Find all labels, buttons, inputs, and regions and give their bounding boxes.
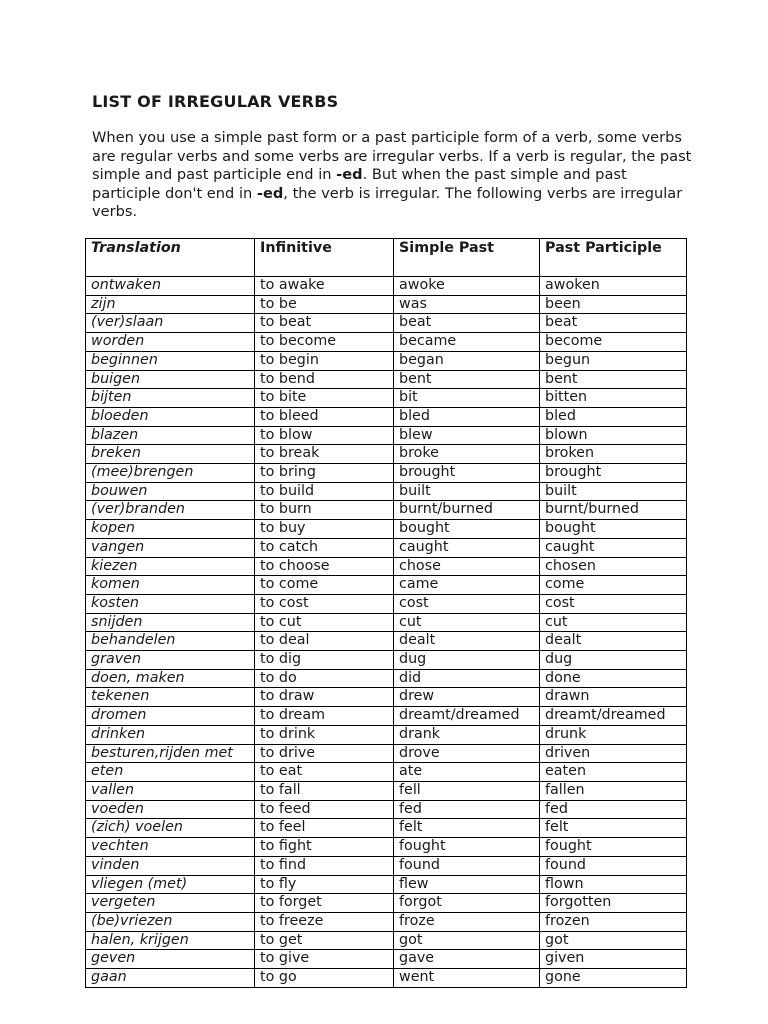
cell-infinitive: to blow — [255, 426, 394, 445]
table-row — [86, 314, 687, 333]
cell-simple-past: went — [394, 969, 540, 988]
cell-translation: worden — [86, 333, 255, 352]
table-row — [86, 875, 687, 894]
cell-infinitive: to bend — [255, 370, 394, 389]
cell-past-participle: begun — [540, 351, 687, 370]
cell-translation: bijten — [86, 389, 255, 408]
cell-simple-past: came — [394, 576, 540, 595]
cell-past-participle: felt — [540, 819, 687, 838]
cell-past-participle: flown — [540, 875, 687, 894]
table-row — [86, 781, 687, 800]
cell-simple-past: gave — [394, 950, 540, 969]
intro-emphasis-ed-2: -ed — [256, 184, 284, 202]
cell-translation: beginnen — [86, 351, 255, 370]
cell-infinitive: to give — [255, 950, 394, 969]
cell-simple-past: drove — [394, 744, 540, 763]
cell-simple-past: got — [394, 931, 540, 950]
table-row — [86, 800, 687, 819]
cell-simple-past: felt — [394, 819, 540, 838]
cell-past-participle: fed — [540, 800, 687, 819]
cell-simple-past: found — [394, 856, 540, 875]
cell-past-participle: drunk — [540, 725, 687, 744]
table-row — [86, 931, 687, 950]
cell-translation: (mee)brengen — [86, 464, 255, 483]
cell-translation: kopen — [86, 520, 255, 539]
table-row — [86, 277, 687, 296]
cell-translation: gaan — [86, 969, 255, 988]
cell-past-participle: fought — [540, 838, 687, 857]
cell-infinitive: to feed — [255, 800, 394, 819]
cell-simple-past: blew — [394, 426, 540, 445]
table-row — [86, 613, 687, 632]
cell-translation: eten — [86, 763, 255, 782]
cell-translation: ontwaken — [86, 277, 255, 296]
table-row — [86, 370, 687, 389]
cell-translation: bouwen — [86, 482, 255, 501]
table-row — [86, 763, 687, 782]
cell-past-participle: built — [540, 482, 687, 501]
cell-infinitive: to break — [255, 445, 394, 464]
table-row — [86, 445, 687, 464]
cell-past-participle: awoken — [540, 277, 687, 296]
cell-translation: dromen — [86, 707, 255, 726]
cell-translation: (ver)slaan — [86, 314, 255, 333]
cell-infinitive: to drive — [255, 744, 394, 763]
cell-translation: (be)vriezen — [86, 912, 255, 931]
cell-translation: geven — [86, 950, 255, 969]
cell-translation: buigen — [86, 370, 255, 389]
cell-infinitive: to bleed — [255, 407, 394, 426]
page-title: LIST OF IRREGULAR VERBS — [92, 92, 339, 111]
cell-simple-past: built — [394, 482, 540, 501]
cell-infinitive: to deal — [255, 632, 394, 651]
cell-simple-past: bit — [394, 389, 540, 408]
cell-translation: (ver)branden — [86, 501, 255, 520]
cell-infinitive: to choose — [255, 557, 394, 576]
intro-emphasis-ed-1: -ed — [336, 166, 363, 184]
cell-past-participle: frozen — [540, 912, 687, 931]
table-row — [86, 464, 687, 483]
cell-past-participle: dealt — [540, 632, 687, 651]
cell-infinitive: to buy — [255, 520, 394, 539]
table-row — [86, 333, 687, 352]
cell-infinitive: to come — [255, 576, 394, 595]
table-row — [86, 389, 687, 408]
table-row — [86, 501, 687, 520]
table-row — [86, 894, 687, 913]
cell-infinitive: to drink — [255, 725, 394, 744]
cell-simple-past: bled — [394, 407, 540, 426]
cell-infinitive: to freeze — [255, 912, 394, 931]
cell-simple-past: forgot — [394, 894, 540, 913]
cell-infinitive: to find — [255, 856, 394, 875]
cell-past-participle: eaten — [540, 763, 687, 782]
cell-simple-past: beat — [394, 314, 540, 333]
table-row — [86, 669, 687, 688]
cell-simple-past: cost — [394, 594, 540, 613]
cell-simple-past: chose — [394, 557, 540, 576]
header-past-participle: Past Participle — [540, 239, 687, 277]
table-row — [86, 576, 687, 595]
cell-infinitive: to bring — [255, 464, 394, 483]
table-row — [86, 838, 687, 857]
cell-past-participle: broken — [540, 445, 687, 464]
cell-past-participle: dreamt/dreamed — [540, 707, 687, 726]
cell-simple-past: burnt/burned — [394, 501, 540, 520]
cell-past-participle: chosen — [540, 557, 687, 576]
table-row — [86, 819, 687, 838]
cell-past-participle: gone — [540, 969, 687, 988]
cell-simple-past: dealt — [394, 632, 540, 651]
cell-translation: komen — [86, 576, 255, 595]
cell-infinitive: to do — [255, 669, 394, 688]
cell-translation: vergeten — [86, 894, 255, 913]
cell-translation: zijn — [86, 295, 255, 314]
cell-past-participle: done — [540, 669, 687, 688]
table-row — [86, 950, 687, 969]
cell-infinitive: to bite — [255, 389, 394, 408]
table-header — [86, 239, 687, 277]
cell-infinitive: to beat — [255, 314, 394, 333]
cell-infinitive: to begin — [255, 351, 394, 370]
cell-infinitive: to be — [255, 295, 394, 314]
cell-infinitive: to get — [255, 931, 394, 950]
cell-past-participle: got — [540, 931, 687, 950]
cell-translation: bloeden — [86, 407, 255, 426]
cell-translation: snijden — [86, 613, 255, 632]
cell-past-participle: been — [540, 295, 687, 314]
table-row — [86, 557, 687, 576]
cell-simple-past: brought — [394, 464, 540, 483]
cell-past-participle: beat — [540, 314, 687, 333]
cell-simple-past: bought — [394, 520, 540, 539]
cell-simple-past: cut — [394, 613, 540, 632]
cell-translation: kiezen — [86, 557, 255, 576]
cell-past-participle: caught — [540, 538, 687, 557]
cell-infinitive: to fly — [255, 875, 394, 894]
cell-simple-past: broke — [394, 445, 540, 464]
cell-translation: kosten — [86, 594, 255, 613]
table-row — [86, 407, 687, 426]
cell-simple-past: caught — [394, 538, 540, 557]
cell-translation: (zich) voelen — [86, 819, 255, 838]
cell-past-participle: found — [540, 856, 687, 875]
table-row — [86, 651, 687, 670]
cell-simple-past: became — [394, 333, 540, 352]
cell-infinitive: to cost — [255, 594, 394, 613]
header-translation: Translation — [86, 239, 255, 277]
cell-infinitive: to fall — [255, 781, 394, 800]
cell-past-participle: drawn — [540, 688, 687, 707]
cell-simple-past: drank — [394, 725, 540, 744]
cell-translation: vallen — [86, 781, 255, 800]
cell-infinitive: to dig — [255, 651, 394, 670]
cell-simple-past: was — [394, 295, 540, 314]
cell-past-participle: cost — [540, 594, 687, 613]
table-row — [86, 725, 687, 744]
cell-infinitive: to feel — [255, 819, 394, 838]
table-row — [86, 351, 687, 370]
cell-past-participle: dug — [540, 651, 687, 670]
table-row — [86, 594, 687, 613]
cell-past-participle: bought — [540, 520, 687, 539]
cell-infinitive: to build — [255, 482, 394, 501]
cell-simple-past: began — [394, 351, 540, 370]
cell-translation: behandelen — [86, 632, 255, 651]
table-row — [86, 744, 687, 763]
cell-simple-past: drew — [394, 688, 540, 707]
cell-past-participle: forgotten — [540, 894, 687, 913]
header-simple-past: Simple Past — [394, 239, 540, 277]
cell-translation: breken — [86, 445, 255, 464]
cell-infinitive: to fight — [255, 838, 394, 857]
cell-infinitive: to eat — [255, 763, 394, 782]
cell-infinitive: to awake — [255, 277, 394, 296]
cell-infinitive: to go — [255, 969, 394, 988]
cell-past-participle: blown — [540, 426, 687, 445]
cell-translation: vliegen (met) — [86, 875, 255, 894]
intro-text-2: . But when the past simple and past participle don't end in — [92, 166, 627, 202]
cell-past-participle: brought — [540, 464, 687, 483]
irregular-verbs-table — [85, 238, 687, 988]
cell-translation: drinken — [86, 725, 255, 744]
cell-translation: tekenen — [86, 688, 255, 707]
cell-infinitive: to burn — [255, 501, 394, 520]
cell-past-participle: bled — [540, 407, 687, 426]
cell-past-participle: fallen — [540, 781, 687, 800]
table-row — [86, 688, 687, 707]
cell-translation: doen, maken — [86, 669, 255, 688]
cell-simple-past: fell — [394, 781, 540, 800]
table-body — [86, 277, 687, 988]
cell-simple-past: flew — [394, 875, 540, 894]
intro-text-1: When you use a simple past form or a past participle form of a verb, some verbs are regular verbs and some verbs are irregular verbs. If a verb is regular, the past simple and past participle end in — [92, 129, 692, 184]
cell-past-participle: bitten — [540, 389, 687, 408]
cell-translation: blazen — [86, 426, 255, 445]
cell-infinitive: to dream — [255, 707, 394, 726]
table-row — [86, 482, 687, 501]
cell-simple-past: dug — [394, 651, 540, 670]
cell-past-participle: become — [540, 333, 687, 352]
header-infinitive: Infinitive — [255, 239, 394, 277]
cell-infinitive: to become — [255, 333, 394, 352]
cell-translation: vinden — [86, 856, 255, 875]
cell-translation: voeden — [86, 800, 255, 819]
intro-paragraph — [92, 129, 692, 222]
cell-infinitive: to catch — [255, 538, 394, 557]
table-row — [86, 707, 687, 726]
cell-translation: besturen,rijden met — [86, 744, 255, 763]
table-row — [86, 632, 687, 651]
cell-infinitive: to draw — [255, 688, 394, 707]
table-row — [86, 912, 687, 931]
cell-simple-past: dreamt/dreamed — [394, 707, 540, 726]
cell-simple-past: fed — [394, 800, 540, 819]
cell-translation: vechten — [86, 838, 255, 857]
cell-translation: halen, krijgen — [86, 931, 255, 950]
cell-past-participle: driven — [540, 744, 687, 763]
cell-simple-past: ate — [394, 763, 540, 782]
table-row — [86, 856, 687, 875]
cell-translation: vangen — [86, 538, 255, 557]
table-row — [86, 538, 687, 557]
table-row — [86, 426, 687, 445]
table-row — [86, 520, 687, 539]
cell-simple-past: froze — [394, 912, 540, 931]
cell-past-participle: bent — [540, 370, 687, 389]
table-row — [86, 295, 687, 314]
table-row — [86, 969, 687, 988]
cell-translation: graven — [86, 651, 255, 670]
intro-text-3: , the verb is irregular. The following verbs are irregular verbs. — [92, 184, 683, 221]
cell-simple-past: awoke — [394, 277, 540, 296]
cell-past-participle: come — [540, 576, 687, 595]
cell-simple-past: did — [394, 669, 540, 688]
header-row — [86, 239, 687, 277]
cell-simple-past: fought — [394, 838, 540, 857]
cell-infinitive: to cut — [255, 613, 394, 632]
cell-past-participle: burnt/burned — [540, 501, 687, 520]
cell-infinitive: to forget — [255, 894, 394, 913]
cell-simple-past: bent — [394, 370, 540, 389]
cell-past-participle: cut — [540, 613, 687, 632]
cell-past-participle: given — [540, 950, 687, 969]
